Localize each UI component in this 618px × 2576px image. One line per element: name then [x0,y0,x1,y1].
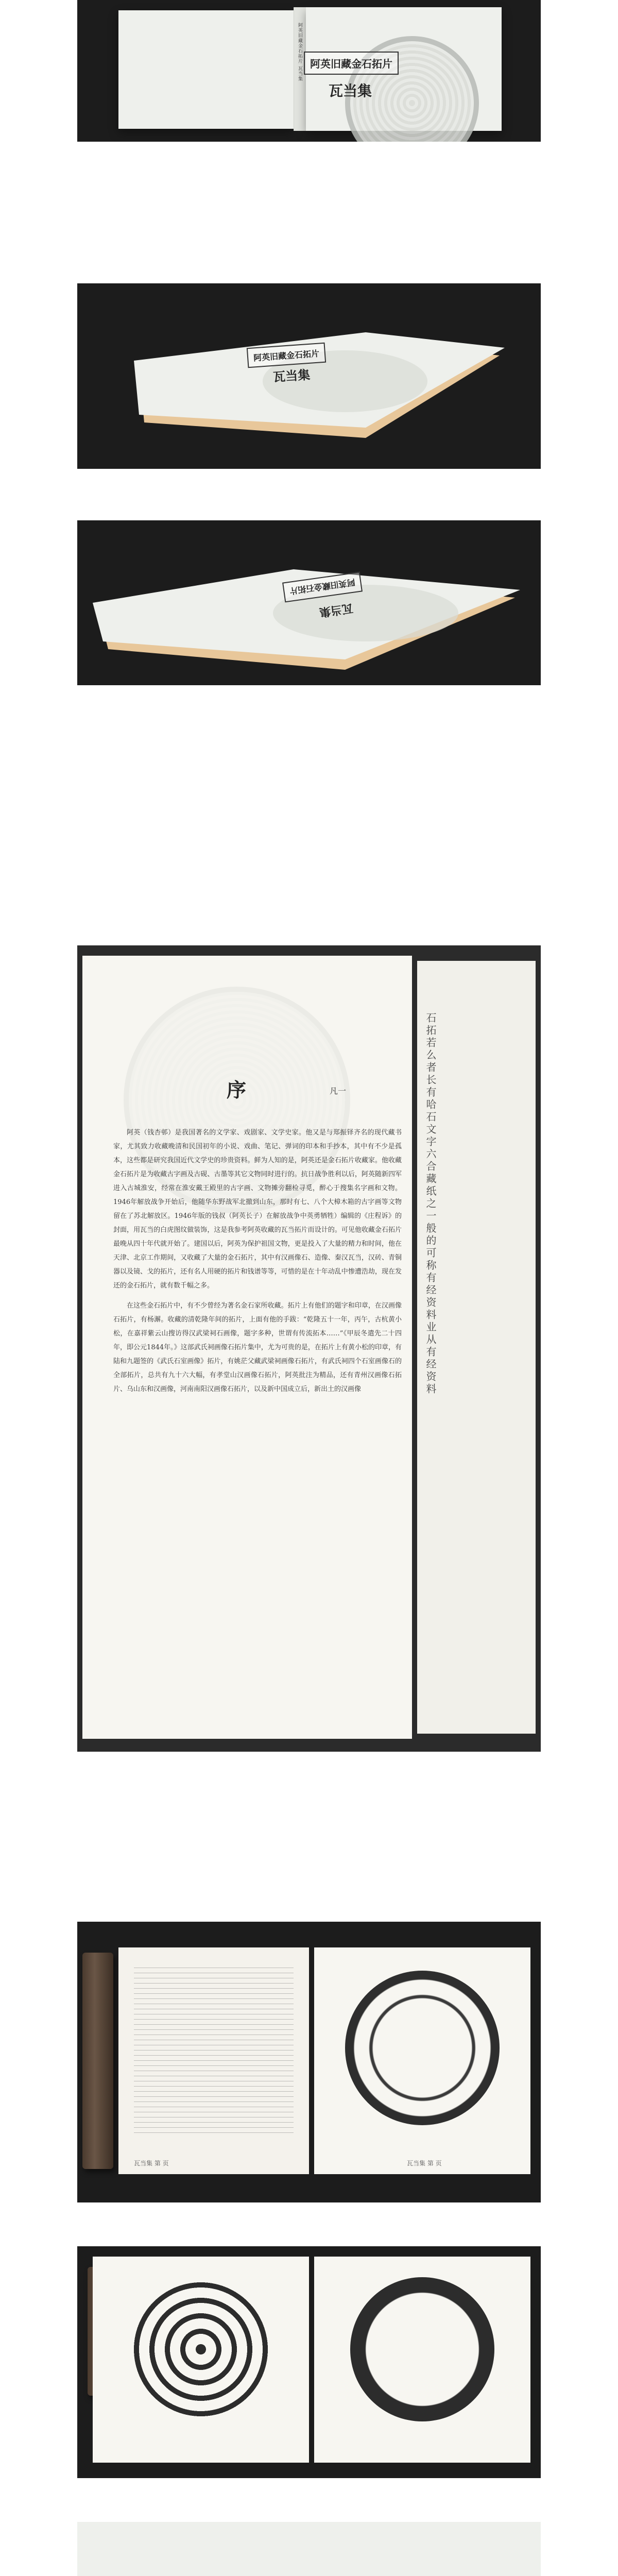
left-tile-rubbing [129,2277,273,2421]
left-page-footer: 瓦当集 第 页 [134,2160,169,2167]
side-column-text: 石拓若么者长有哈石文字六合藏纸之一般的可称有经资料业从有经资料 [424,1012,437,1396]
preface-right-page [417,961,536,1734]
book-cover [118,10,294,129]
right-rubbing-page [314,1947,530,2174]
angle1-title: 阿英旧藏金石拓片 [253,348,320,363]
book-angle2-illustration [77,520,541,685]
photo-preface-spread [77,945,541,1752]
photo-open-two-tiles [77,2246,541,2478]
left-rubbing-page [93,2257,309,2463]
preface-author: 凡一 [330,1086,347,1096]
preface-page [82,956,412,1739]
wooden-block [82,1953,113,2169]
cover-subtitle: 瓦当集 [329,82,372,99]
right-rubbing-page-2 [314,2257,530,2463]
angle1-subtitle: 瓦当集 [272,367,311,385]
right-page-footer: 瓦当集 第 页 [407,2160,442,2167]
preface-paragraph-1: 阿英（钱杏邨）是我国著名的文学家、戏剧家、文学史家。他又是与郑振铎齐名的现代藏书家，尤其致力收藏晚清和民国初年的小说、戏曲、笔记、弹词的印本和手抄本，其中有不少是孤本，这些都是研究我国近代文学史的珍贵资料。鲜为人知的是，阿英还是金石拓片收藏家。他收藏金石拓片是为收藏古字画及古砚、古墨等其它文物同时进行的。抗日战争胜利以后，阿英随新四军进入古城淮安，经常在淮安戴王殿里的古字画、文物摊旁翻检寻觅，醉心于搜集名字画和文物。1946年解放战争开始后，他随华东野战军北撤到山东，那时有七、八个大樟木箱的古字画等文物留在了苏北解放区。1946年版的钱叔（阿英长子）在解放战争中英勇牺牲）编辑的《庄程诉》的封面，用瓦当的白虎图纹做装饰，这是我参考阿英收藏的瓦当拓片而设计的。可见他收藏金石拓片最晚从四十年代就开始了。建国以后，阿英为保护祖国文物，更是投入了大量的精力和时间，他在天津、北京工作期间，又收藏了大量的金石拓片，其中有汉画像石、造像、秦汉瓦当，汉砖、青铜器以及镜、戈的拓片，还有名人用硬的拓片和钱谱等等，可惜的是在十年动乱中惨遭浩劫，现在发还的金石拓片，就有数千幅之多。 [113,1129,402,1290]
spine-title: 阿英旧藏金石拓片 瓦当集 [297,23,302,81]
cover-title: 阿英旧藏金石拓片 [310,58,392,70]
left-text-lines [134,1963,294,2133]
photo-open-dragon [77,1922,541,2202]
left-text-page [118,1947,309,2174]
photo-book-angle-1 [77,283,541,469]
dragon-tile-rubbing [345,1971,500,2125]
preface-heading: 序 [227,1078,247,1101]
preface-body [113,1126,402,1396]
photo-cover-closeup [77,2522,541,2576]
preface-paragraph-2: 在这些金石拓片中，有不少曾经为著名金石家所收藏。拓片上有他们的题字和印章，在汉画像石拓片，有杨澥。收藏的清乾隆年间的拓片，上面有他的手跋：“乾隆五十一年，丙午，古杭黄小松，在嘉祥紫云山搜访得汉武梁祠石画像，题字多种，世谓有传流拓本……”《甲辰冬遣先二十四年，即公元1844年。》这部武氏祠画像石拓片集中，尤为可贵的是，在拓片上有黄小松的印章，有陆和九题签的《武氏石室画像》拓片，有姚茫父藏武梁祠画像石拓片，有武氏祠四个石室画像石的全部拓片，总共有九十六大幅，有孝堂山汉画像石拓片，阿英批注为精品，还有青州汉画像石拓片、乌山东和汉画像，河南南阳汉画像石拓片，以及新中国成立后，新出土的汉画像 [113,1302,402,1393]
right-tile-rubbing [350,2277,494,2421]
photo-book-angle-2 [77,520,541,685]
photo-cover-front [77,0,541,142]
angle2-subtitle: 瓦当集 [318,601,354,619]
angle2-title: 阿英旧藏金石拓片 [289,577,356,596]
cover-title-box [304,52,399,75]
